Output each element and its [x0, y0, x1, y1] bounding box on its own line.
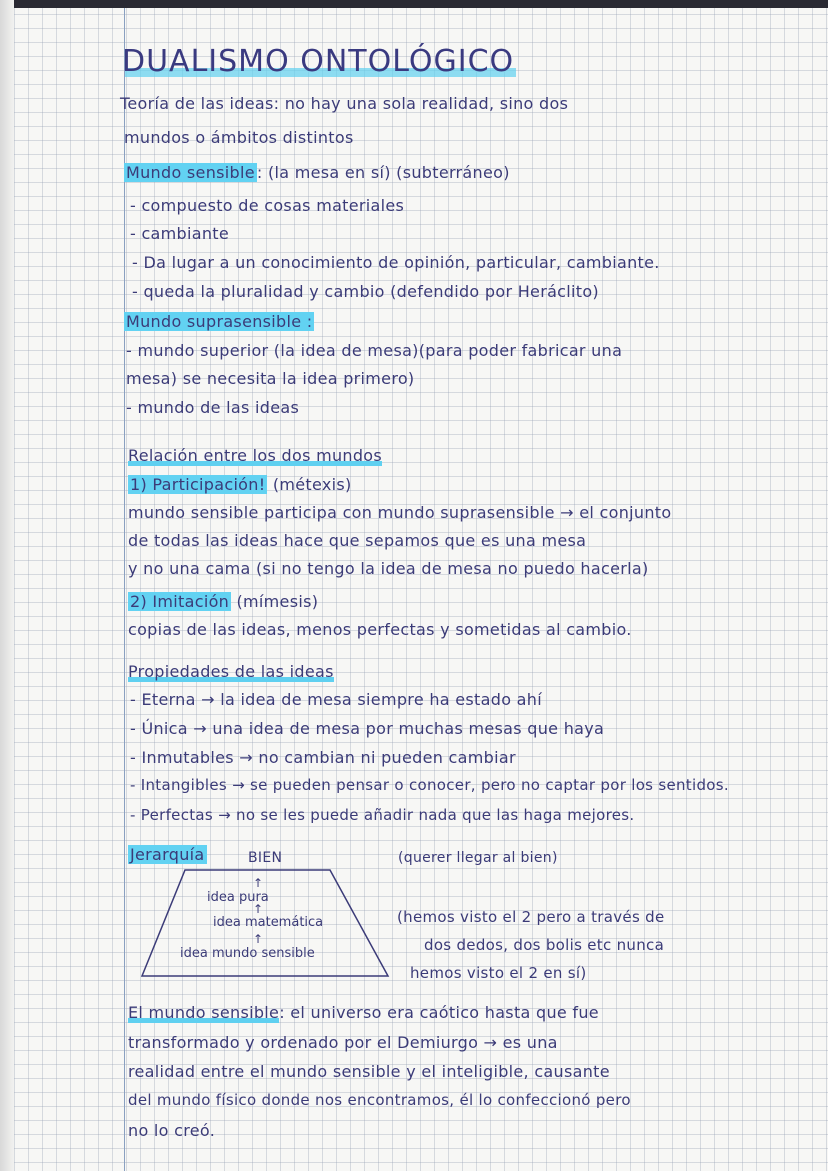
propiedades-heading-text: Propiedades de las ideas [128, 662, 334, 681]
intro-line: Teoría de las ideas: no hay una sola realidad, sino dos [120, 94, 569, 113]
final-heading-rest: : el universo era caótico hasta que fue [279, 1003, 599, 1022]
list-item: - Da lugar a un conocimiento de opinión, particular, cambiante. [132, 253, 660, 272]
intro-line: mundos o ámbitos distintos [124, 128, 354, 147]
list-item: - Intangibles → se pueden pensar o conocer, pero no captar por los sentidos. [130, 776, 729, 794]
jerarquia-heading [128, 845, 207, 864]
sensible-line [124, 163, 510, 182]
imitacion-line [128, 592, 318, 611]
hierarchy-level: idea pura [207, 890, 269, 905]
list-item: - Inmutables → no cambian ni pueden cambiar [130, 748, 516, 767]
participacion-heading: 1) Participación! [130, 475, 266, 494]
propiedades-heading [128, 662, 334, 681]
text-line: del mundo físico donde nos encontramos, él lo confeccionó pero [128, 1091, 631, 1109]
list-item: - mundo superior (la idea de mesa)(para poder fabricar una [126, 341, 623, 360]
hierarchy-note: (querer llegar al bien) [398, 850, 558, 866]
text-line: y no una cama (si no tengo la idea de mesa no puedo hacerla) [128, 559, 649, 578]
hierarchy-note: (hemos visto el 2 pero a través de [397, 908, 665, 926]
arrow-up-icon: ↑ [253, 932, 264, 946]
suprasensible-heading [124, 312, 314, 331]
margin-line [124, 8, 125, 1171]
hierarchy-level: idea matemática [213, 915, 324, 930]
list-item: - mundo de las ideas [126, 398, 300, 417]
list-item: - cambiante [130, 224, 230, 243]
sensible-heading-rest: : (la mesa en sí) (subterráneo) [256, 163, 510, 182]
participacion-line [128, 475, 352, 494]
list-item: - Perfectas → no se les puede añadir nada que las haga mejores. [130, 806, 635, 824]
page-top-edge [0, 0, 828, 8]
list-item: - queda la pluralidad y cambio (defendido por Heráclito) [132, 282, 599, 301]
arrow-up-icon: ↑ [253, 902, 264, 916]
relacion-heading [128, 446, 382, 465]
list-item: mesa) se necesita la idea primero) [126, 369, 415, 388]
text-line: de todas las ideas hace que sepamos que es una mesa [128, 531, 587, 550]
hierarchy-top-label: BIEN [248, 850, 283, 866]
text-line: mundo sensible participa con mundo suprasensible → el conjunto [128, 503, 672, 522]
hierarchy-note: dos dedos, dos bolis etc nunca [424, 936, 665, 954]
text-line: no lo creó. [128, 1121, 216, 1140]
relacion-heading-text: Relación entre los dos mundos [128, 446, 383, 465]
arrow-up-icon: ↑ [253, 876, 264, 890]
hierarchy-level: idea mundo sensible [180, 946, 315, 961]
sensible-heading: Mundo sensible [126, 163, 255, 182]
suprasensible-heading-text: Mundo suprasensible : [126, 312, 313, 331]
text-line: realidad entre el mundo sensible y el inteligible, causante [128, 1062, 610, 1081]
participacion-rest: (métexis) [267, 475, 352, 494]
list-item: - compuesto de cosas materiales [130, 196, 405, 215]
text-line: transformado y ordenado por el Demiurgo → es una [128, 1033, 558, 1052]
final-line [128, 1003, 599, 1022]
hierarchy-note: hemos visto el 2 en sí) [410, 964, 587, 982]
jerarquia-heading-text: Jerarquía [130, 845, 205, 864]
list-item: - Única → una idea de mesa por muchas mesas que haya [130, 719, 605, 738]
list-item: - Eterna → la idea de mesa siempre ha estado ahí [130, 690, 542, 709]
text-line: copias de las ideas, menos perfectas y sometidas al cambio. [128, 620, 632, 639]
imitacion-rest: (mímesis) [231, 592, 319, 611]
final-heading: El mundo sensible [128, 1003, 280, 1022]
page-left-edge [0, 0, 14, 1171]
page-title: DUALISMO ONTOLÓGICO [122, 44, 515, 79]
imitacion-heading: 2) Imitación [130, 592, 230, 611]
